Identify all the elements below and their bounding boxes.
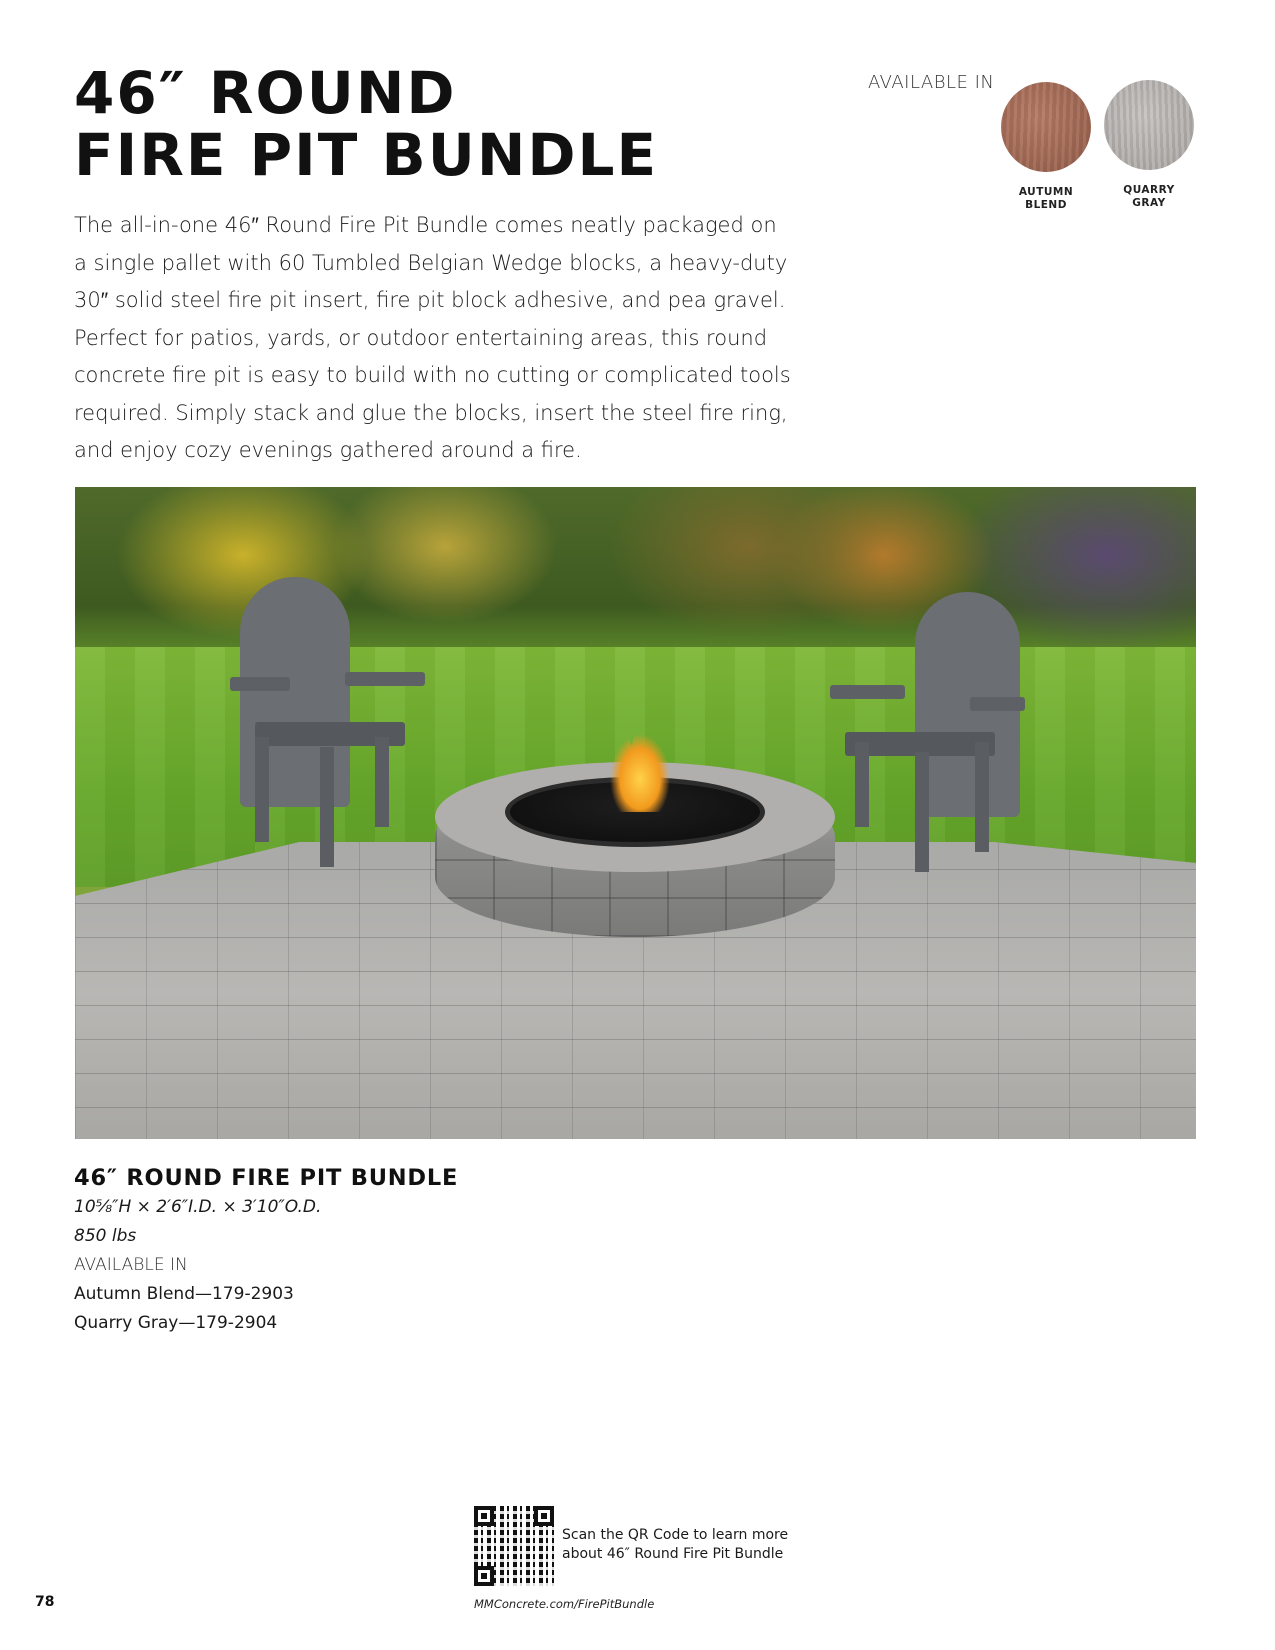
chair-leg (855, 742, 869, 827)
qr-finder (474, 1566, 494, 1586)
qr-code-icon[interactable] (474, 1506, 554, 1586)
spec-option-quarry-gray: Quarry Gray—179-2904 (74, 1313, 278, 1333)
swatch-label: AUTUMN BLEND (1018, 186, 1074, 211)
spec-title: 46″ ROUND FIRE PIT BUNDLE (74, 1165, 459, 1191)
swatch-quarry-gray (1103, 80, 1195, 210)
chair-leg (975, 742, 989, 852)
spec-weight: 850 lbs (74, 1226, 137, 1246)
quarry-gray-color-swatch (1104, 80, 1194, 170)
chair-arm (970, 697, 1025, 711)
chair-leg (375, 737, 389, 827)
chair-leg (255, 737, 269, 842)
title-line-1: 46″ ROUND (74, 59, 457, 127)
page-title (74, 59, 659, 189)
qr-caption: Scan the QR Code to learn more about 46″ Round Fire Pit Bundle (562, 1527, 789, 1562)
spec-dimensions: 10⅝″H × 2′6″I.D. × 3′10″O.D. (74, 1197, 322, 1217)
chair-leg (915, 752, 929, 872)
spec-option-autumn-blend: Autumn Blend—179-2903 (74, 1284, 294, 1304)
product-specs (74, 1163, 458, 1338)
title-line-2: FIRE PIT BUNDLE (74, 121, 659, 189)
product-url-link[interactable]: MMConcrete.com/FirePitBundle (474, 1597, 655, 1611)
product-photo (75, 487, 1196, 1139)
swatch-autumn-blend (1000, 82, 1092, 212)
chair-arm (230, 677, 290, 691)
chair-arm (345, 672, 425, 686)
page-number: 78 (35, 1594, 55, 1610)
autumn-blend-color-swatch (1001, 82, 1091, 172)
qr-finder (474, 1506, 494, 1526)
product-description: The all-in-one 46″ Round Fire Pit Bundle comes neatly packaged on a single pallet with 60 Tumbled Belgian Wedge blocks, a heavy-duty 30″ solid steel fire pit insert, fire pit block adhesive, and pea gravel. Perfect for patios, yards, or outdoor entertaining areas, this round concrete fire pit is easy to build with no cutting or complicated tools required. Simply stack and glue the blocks, insert the steel fire ring, and enjoy cozy evenings gathered around a fire. (74, 213, 791, 462)
qr-section (474, 1506, 789, 1586)
swatch-label: QUARRY GRAY (1123, 184, 1175, 209)
spec-available-label: AVAILABLE IN (74, 1255, 188, 1275)
qr-finder (534, 1506, 554, 1526)
chair-leg (320, 747, 334, 867)
chair-arm (830, 685, 905, 699)
available-in-label: AVAILABLE IN (868, 72, 995, 93)
